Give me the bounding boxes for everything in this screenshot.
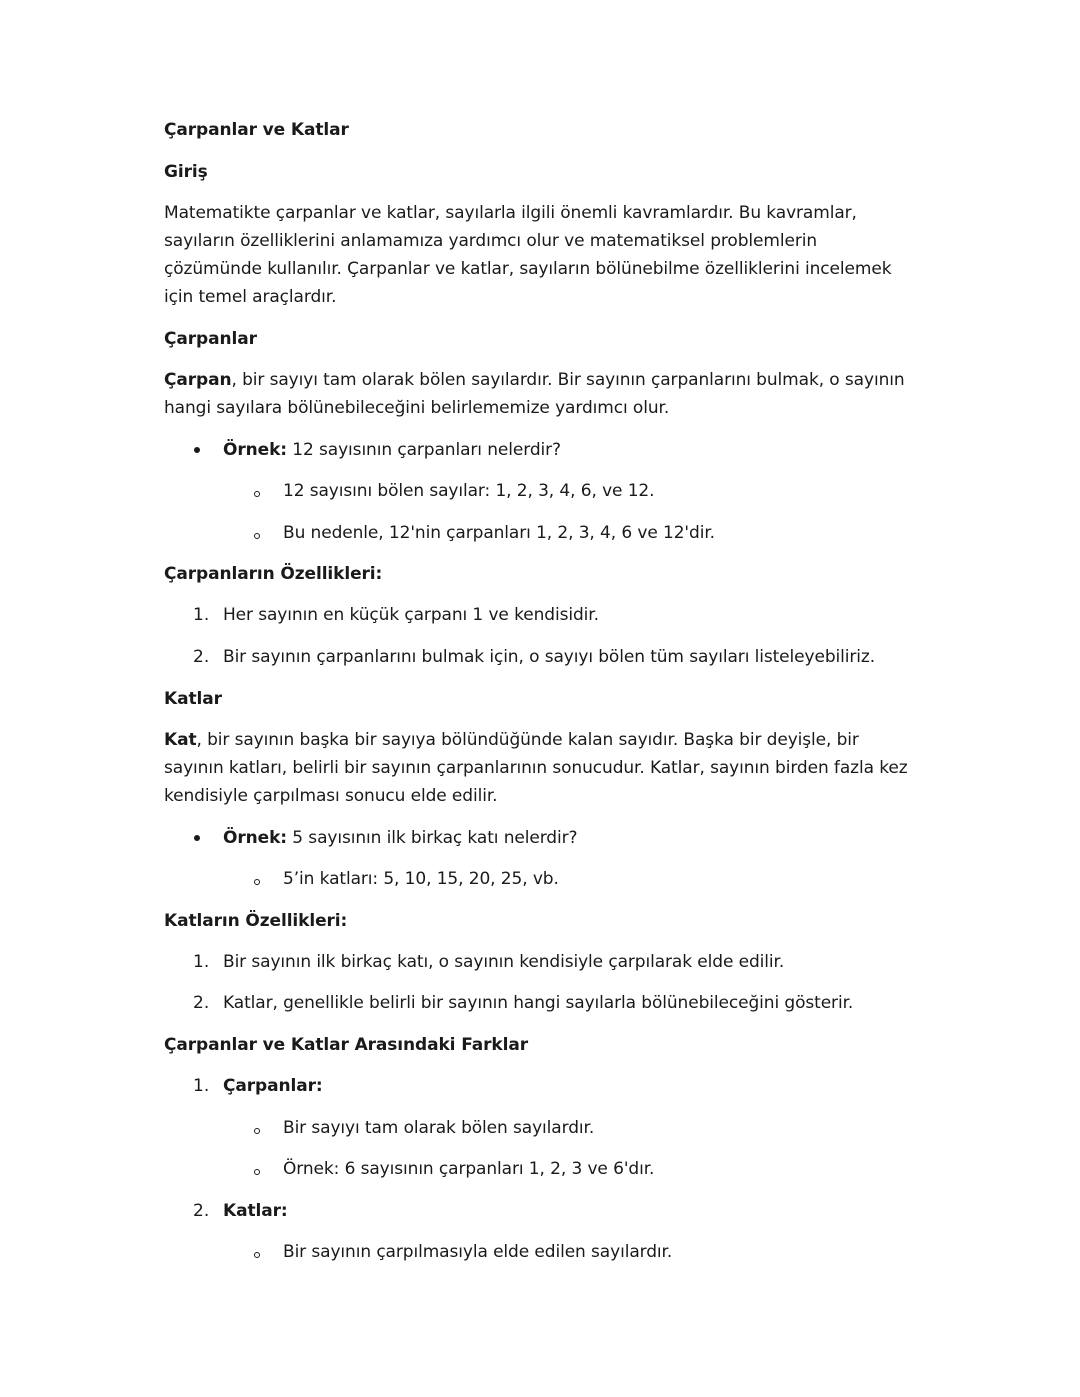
- factors-example-sub: 12 sayısını bölen sayılar: 1, 2, 3, 4, 6, ve 12.: [283, 481, 655, 501]
- multiple-prop-item: Katlar, genellikle belirli bir sayının hangi sayılarla bölünebileceğini gösterir.: [223, 993, 854, 1013]
- list-number: 1.: [193, 1076, 210, 1096]
- example-label: Örnek:: [223, 440, 287, 460]
- sub-bullet-marker: [254, 1252, 260, 1258]
- sub-bullet-marker: [254, 491, 260, 497]
- multiple-prop-item: Bir sayının ilk birkaç katı, o sayının kendisiyle çarpılarak elde edilir.: [223, 952, 785, 972]
- differences-item: Örnek: 6 sayısının çarpanları 1, 2, 3 ve 6'dır.: [283, 1159, 655, 1179]
- differences-group-label: Katlar:: [223, 1201, 288, 1221]
- multiples-definition-line: sayının katları, belirli bir sayının çarpanlarının sonucudur. Katlar, sayının birden fazla kez: [164, 758, 908, 778]
- intro-line: çözümünde kullanılır. Çarpanlar ve katlar, sayıların bölünebilme özelliklerini incelemek: [164, 259, 892, 279]
- multiples-heading: Katlar: [164, 689, 222, 709]
- factors-example: [223, 436, 561, 464]
- multiples-definition-text: , bir sayının başka bir sayıya bölündüğünde kalan sayıdır. Başka bir deyişle, bir: [196, 730, 859, 750]
- example-text: 12 sayısının çarpanları nelerdir?: [286, 440, 561, 460]
- factors-heading: Çarpanlar: [164, 329, 257, 349]
- list-number: 1.: [193, 605, 210, 625]
- sub-bullet-marker: [254, 1169, 260, 1175]
- multiples-definition-line: [164, 726, 859, 754]
- sub-bullet-marker: [254, 879, 260, 885]
- factor-props-heading: Çarpanların Özellikleri:: [164, 564, 383, 584]
- multiples-term: Kat: [164, 730, 197, 750]
- example-label: Örnek:: [223, 828, 287, 848]
- multiples-definition-line: kendisiyle çarpılması sonucu elde edilir.: [164, 786, 498, 806]
- factor-prop-item: Bir sayının çarpanlarını bulmak için, o sayıyı bölen tüm sayıları listeleyebiliriz.: [223, 647, 876, 667]
- bullet-marker: [194, 447, 200, 453]
- multiple-props-heading: Katların Özellikleri:: [164, 911, 348, 931]
- sub-bullet-marker: [254, 533, 260, 539]
- intro-line: sayıların özelliklerini anlamamıza yardımcı olur ve matematiksel problemlerin: [164, 231, 818, 251]
- factors-definition-line: [164, 366, 905, 394]
- differences-item: Bir sayıyı tam olarak bölen sayılardır.: [283, 1118, 595, 1138]
- factors-example-sub: Bu nedenle, 12'nin çarpanları 1, 2, 3, 4, 6 ve 12'dir.: [283, 523, 715, 543]
- intro-line: Matematikte çarpanlar ve katlar, sayılarla ilgili önemli kavramlardır. Bu kavramlar,: [164, 203, 857, 223]
- list-number: 2.: [193, 993, 210, 1013]
- intro-line: için temel araçlardır.: [164, 287, 337, 307]
- differences-heading: Çarpanlar ve Katlar Arasındaki Farklar: [164, 1035, 528, 1055]
- factors-term: Çarpan: [164, 370, 232, 390]
- list-number: 2.: [193, 647, 210, 667]
- factors-definition-line: hangi sayılara bölünebileceğini belirlememize yardımcı olur.: [164, 398, 670, 418]
- bullet-marker: [194, 835, 200, 841]
- differences-group-label: Çarpanlar:: [223, 1076, 323, 1096]
- differences-item: Bir sayının çarpılmasıyla elde edilen sayılardır.: [283, 1242, 673, 1262]
- example-text: 5 sayısının ilk birkaç katı nelerdir?: [286, 828, 578, 848]
- intro-heading: Giriş: [164, 162, 208, 182]
- factor-prop-item: Her sayının en küçük çarpanı 1 ve kendisidir.: [223, 605, 599, 625]
- list-number: 1.: [193, 952, 210, 972]
- multiples-example: [223, 824, 577, 852]
- multiples-example-sub: 5’in katları: 5, 10, 15, 20, 25, vb.: [283, 869, 559, 889]
- document-title: Çarpanlar ve Katlar: [164, 120, 349, 140]
- sub-bullet-marker: [254, 1128, 260, 1134]
- list-number: 2.: [193, 1201, 210, 1221]
- factors-definition-text: , bir sayıyı tam olarak bölen sayılardır. Bir sayının çarpanlarını bulmak, o sayının: [231, 370, 905, 390]
